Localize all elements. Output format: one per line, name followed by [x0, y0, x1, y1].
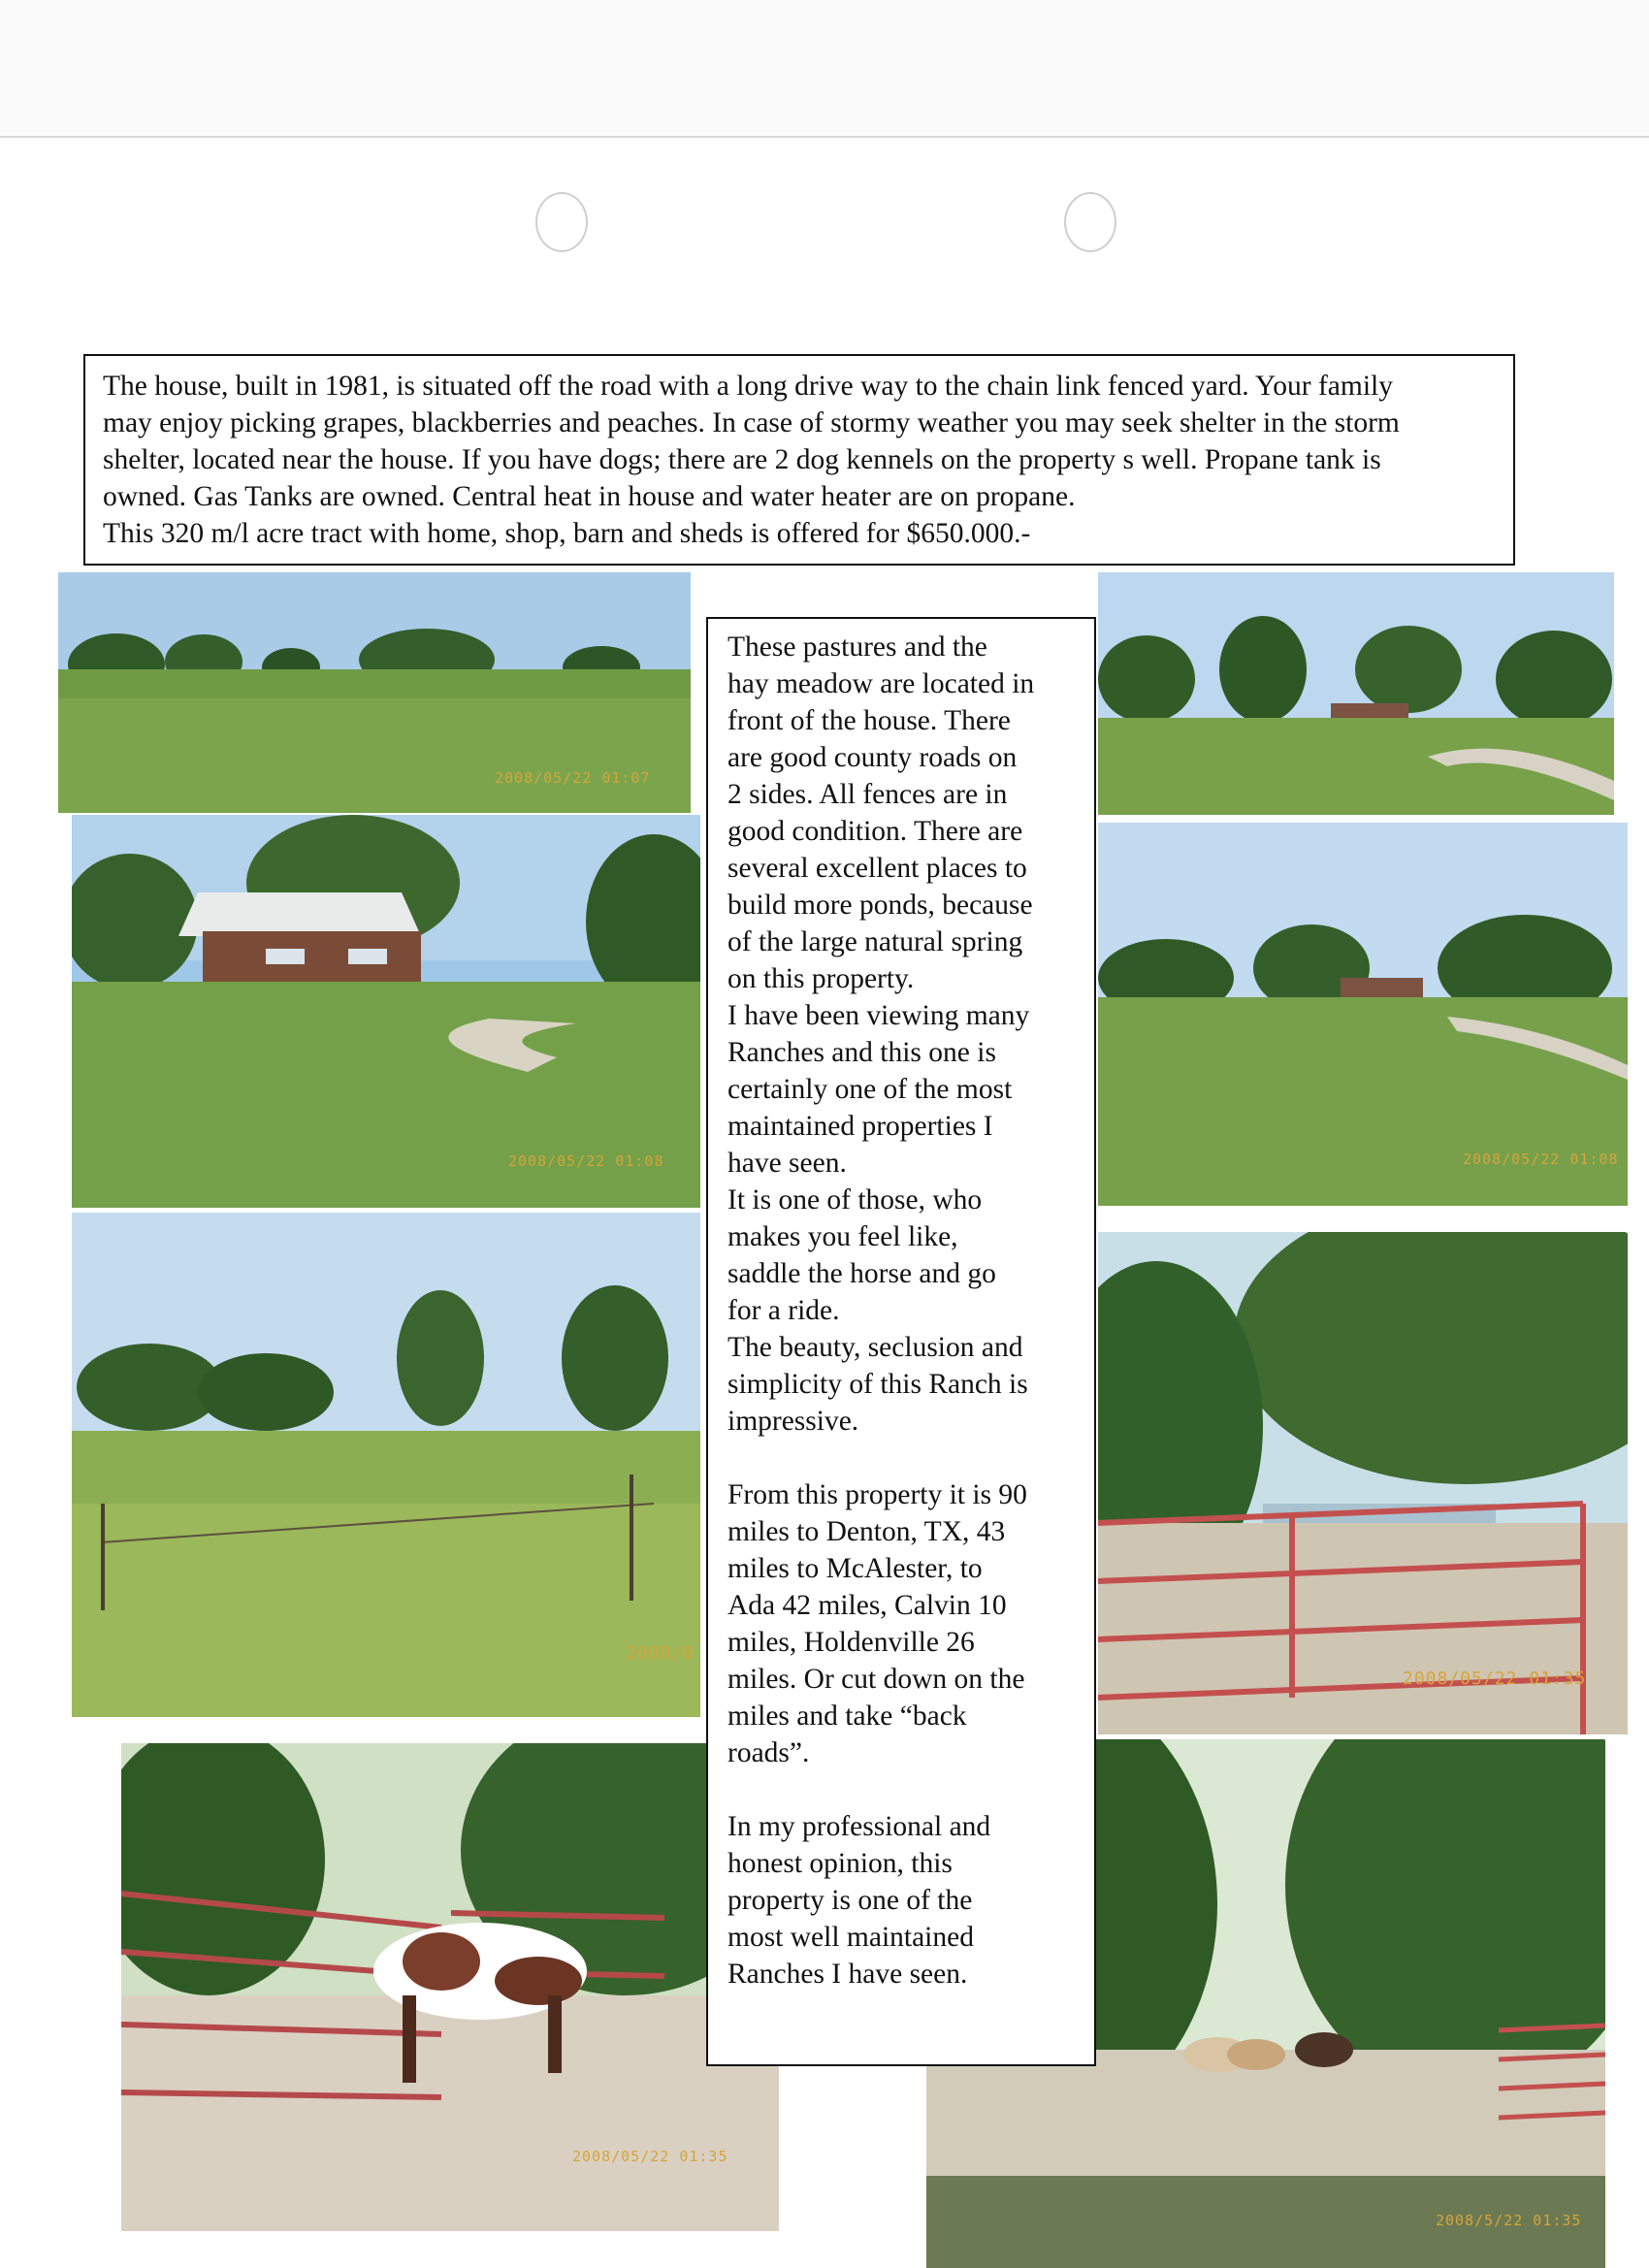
description-paragraph: These pastures and the hay meadow are located in front of the house. There are good county roads on 2 sides. All fences are in good condition. There are several excellent places to build more ponds, because of the large natural spring on this property. I have been viewing many Ranches and this one is certainly one of the most maintained properties I have seen. It is one of those, who makes you feel like, saddle the horse and go for a ride. The beauty, seclusion and simplicity of this Ranch is impressive.	[728, 632, 1035, 1437]
description-paragraph: From this property it is 90 miles to Denton, TX, 43 miles to McAlester, to Ada 42 miles, Calvin 10 miles, Holdenville 26 miles. Or cut down on the miles and take “back roads”.	[728, 1479, 1027, 1768]
description-paragraph: In my professional and honest opinion, this property is one of the most well maintained Ranches I have seen.	[728, 1811, 991, 1990]
description-text-box	[706, 617, 1096, 2066]
photo-pasture-fence	[72, 1213, 700, 1717]
intro-line: The house, built in 1981, is situated off the road with a long drive way to the chain link fenced yard. Your family	[103, 371, 1393, 402]
photo-house-front	[72, 815, 700, 1208]
photo-date-stamp: 2008/05/22 01:07	[495, 769, 651, 787]
intro-line: This 320 m/l acre tract with home, shop, barn and sheds is offered for $650.000.-	[103, 518, 1031, 549]
intro-text-box	[83, 354, 1515, 566]
punch-hole-left	[535, 192, 588, 252]
intro-line: shelter, located near the house. If you have dogs; there are 2 dog kennels on the property s well. Propane tank is	[103, 444, 1381, 475]
intro-line: owned. Gas Tanks are owned. Central heat in house and water heater are on propane.	[103, 481, 1076, 512]
photo-pond-gate	[1098, 1232, 1628, 1734]
intro-line: may enjoy picking grapes, blackberries and peaches. In case of stormy weather you may seek shelter in the storm	[103, 407, 1400, 438]
photo-date-stamp: 2008/05/22 01:08	[508, 1152, 664, 1170]
photo-house-driveway	[1098, 823, 1628, 1206]
photo-date-stamp: 2008/5/22 01:35	[1436, 2212, 1582, 2229]
photo-date-stamp: 2008/05/22 01:08	[1463, 1150, 1619, 1168]
scan-top-strip	[0, 0, 1649, 138]
photo-date-stamp: 2008/05/22 01:35	[572, 2148, 728, 2165]
punch-hole-right	[1064, 192, 1116, 252]
photo-date-stamp: 2008/05/22 01:35	[1403, 1669, 1587, 1689]
photo-date-stamp: 2008/0	[626, 1643, 695, 1664]
photo-house-driveway-top	[1098, 572, 1614, 815]
